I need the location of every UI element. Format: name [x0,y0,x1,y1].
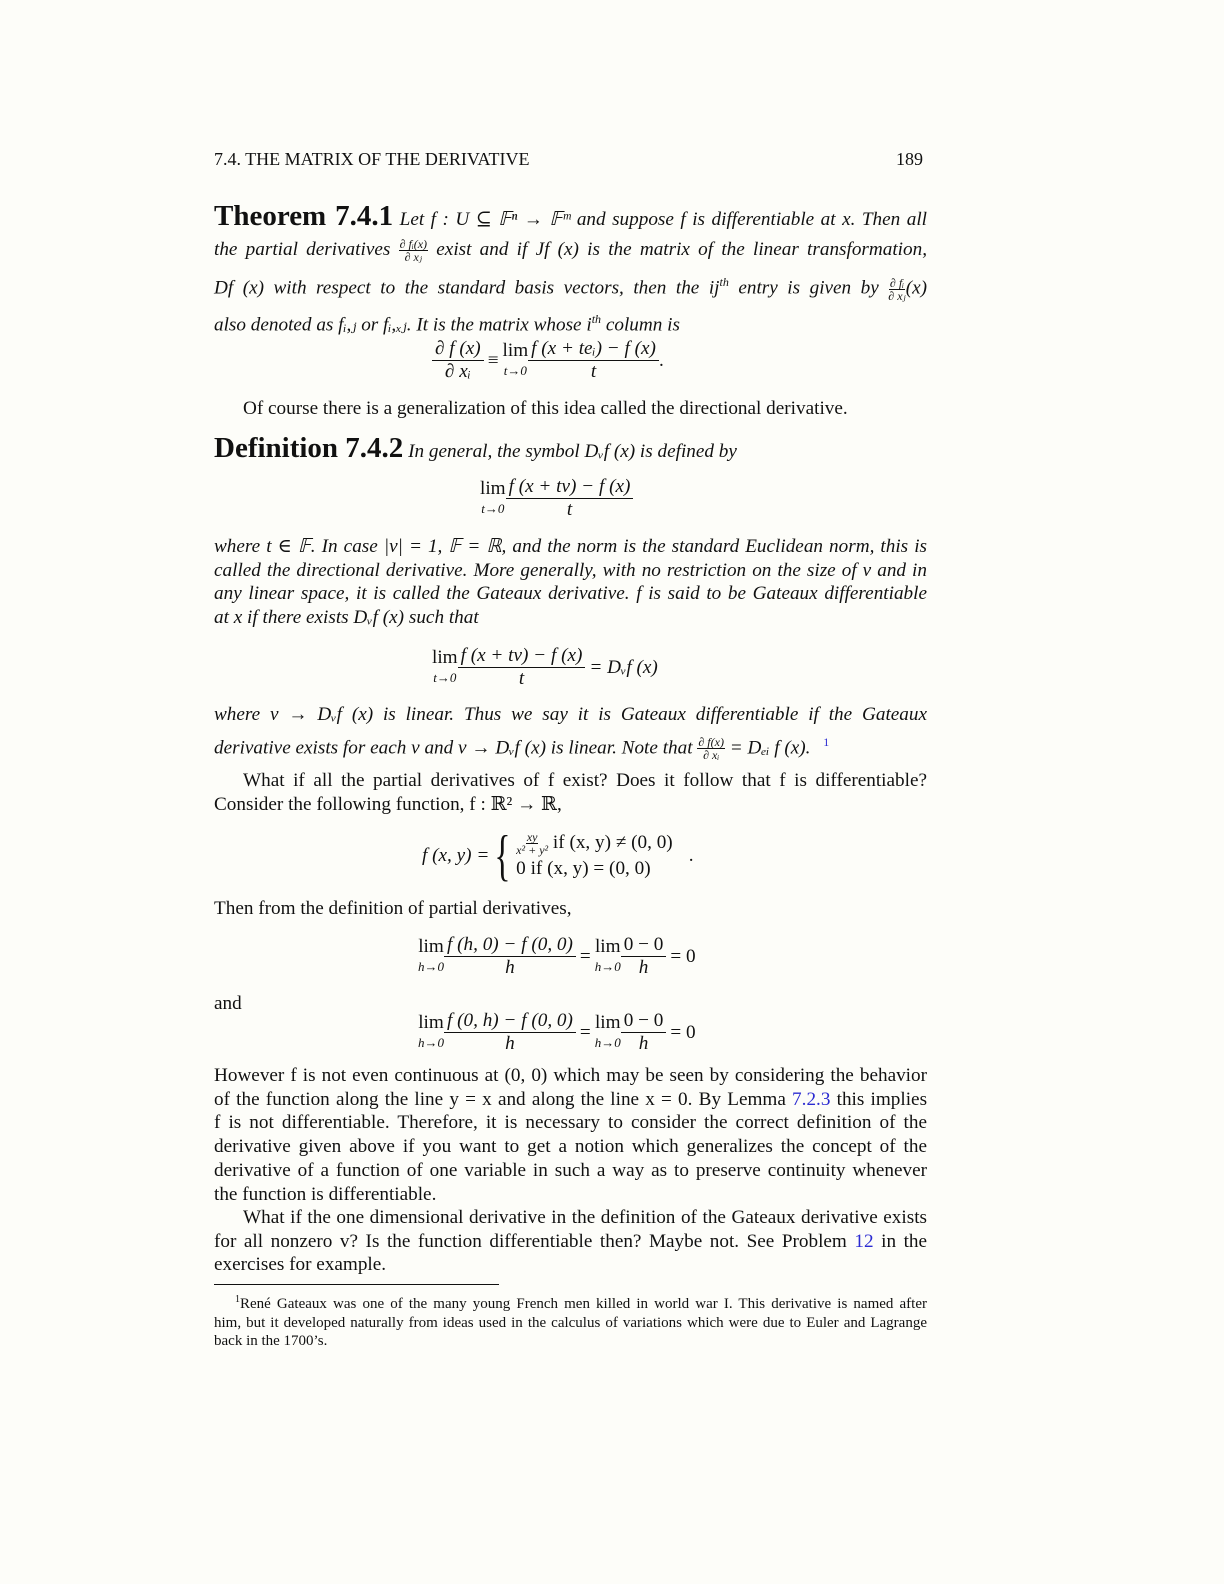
lim-text: lim [594,1011,621,1033]
onedim-line: exercises for example. [214,1254,387,1276]
equiv-symbol: ≡ [487,349,499,371]
definition-line: any linear space, it is called the Gateaux derivative. f is said to be Gateaux differentiable [214,583,927,605]
frac-num: 0 − 0 [621,1010,667,1033]
however-line-2b: this implies [836,1088,928,1110]
theorem-line-3a: Df (x) with respect to the standard basis vectors, then the ij [214,277,720,299]
running-header: 7.4. THE MATRIX OF THE DERIVATIVE [214,149,530,169]
lim-text: lim [594,935,621,957]
equals: = [579,1021,591,1043]
paragraph-partials [214,769,927,816]
lemma-link[interactable]: 7.2.3 [792,1088,831,1110]
definition-heading [214,432,737,468]
lhs-fraction [432,338,484,383]
footnote-mark: 1 [235,1294,240,1305]
definition-line: at x if there exists Dᵥf (x) such that [214,607,479,629]
paragraph-then: Then from the definition of partial derivatives, [214,898,572,919]
theorem-line-3b: entry is given by [738,277,879,299]
lim-text: lim [418,935,444,957]
definition-label: Definition 7.4.2 [214,432,404,464]
lim-sub: t→0 [481,500,505,516]
frac-den: ∂ xᵢ [703,748,720,763]
onedim-line: What if the one dimensional derivative in the definition of the Gateaux derivative exists [243,1207,927,1228]
gateaux-equality-equation [432,645,658,690]
frac-den: h [505,957,515,978]
definition-after [214,703,927,761]
limit [418,937,444,977]
lim-sub: h→0 [594,958,621,974]
frac-den: ∂ xᵢ [444,361,471,382]
however-line: However f is not even continuous at (0, 0) which may be seen by considering the behavior [214,1065,927,1086]
theorem-label: Theorem 7.4.1 [214,200,394,232]
partials-line: What if all the partial derivatives of f exist? Does it follow that f is differentiable? [243,770,927,791]
however-line: f is not differentiable. Therefore, it is necessary to consider the correct definition of the [214,1112,927,1134]
limit [480,479,506,519]
definition-after-line: derivative exists for each v and v → Dᵥf (x) is linear. Note that [214,737,693,759]
superscript: th [719,275,729,290]
frac-num: ∂ f(x) [698,735,724,750]
case-1 [516,830,673,856]
piecewise-lhs: f (x, y) = [422,845,490,866]
frac-den: h [638,1033,649,1054]
frac-den: t [566,499,573,520]
theorem-line-2b: exist and if Jf (x) is the matrix of the linear transformation, [436,239,927,260]
however-line-2a: of the function along the line y = x and along the line x = 0. By Lemma [214,1088,786,1110]
case-1-condition: if (x, y) ≠ (0, 0) [552,831,673,853]
partial-fraction [697,736,725,761]
partials-line: Consider the following function, f : ℝ² → ℝ, [214,793,562,815]
definition-intro: In general, the symbol Dᵥf (x) is defined by [408,441,737,462]
partial-derivative-equation [432,338,664,383]
however-line: derivative given above if you want to get a notion which generalizes the concept of the [214,1136,927,1158]
lim-sub: h→0 [594,1034,621,1050]
gateaux-limit-equation [480,476,633,521]
equals: = [579,945,591,967]
rhs: = Dᵥf (x) [589,656,658,678]
lim-sub: h→0 [418,958,444,974]
paragraph-however [214,1064,927,1206]
footnote-rule [214,1284,499,1285]
paragraph-directional: Of course there is a generalization of this idea called the directional derivative. [243,398,848,419]
limit [418,1013,444,1053]
paragraph-onedim [214,1206,927,1277]
frac-num: ∂ f (x) [432,338,484,361]
footnote-line: back in the 1700’s. [214,1333,328,1349]
frac-num: f (h, 0) − f (0, 0) [444,934,576,957]
lim-text: lim [480,477,506,499]
footnote [214,1291,927,1351]
result: = 0 [670,945,696,967]
frac-num: ∂ fᵢ(x) [399,237,428,252]
lim-text: lim [432,646,458,668]
frac-num: ∂ fᵢ [889,275,905,290]
footnote-line: him, but it developed naturally from ideas used in the calculus of variations which were due to Euler and Lagrange [214,1314,927,1331]
case-2: 0 if (x, y) = (0, 0) [516,858,651,880]
theorem-line-2a: the partial derivatives [214,239,391,260]
superscript: th [591,311,602,326]
limit [595,937,621,977]
word-and: and [214,993,242,1014]
onedim-line-2b: in the [881,1230,928,1252]
frac-den: ∂ xⱼ [888,288,906,303]
definition-after-line: = Dₑᵢ f (x). [729,737,811,759]
piecewise-function [422,825,694,887]
partial-fraction [888,277,905,302]
rhs-fraction [528,338,659,383]
definition-after-line: where v → Dᵥf (x) is linear. Thus we say it is Gateaux differentiable if the Gateaux [214,704,927,725]
piecewise-cases [516,830,673,882]
lim-text: lim [418,1011,444,1033]
lim-sub: h→0 [418,1034,444,1050]
however-line: the function is differentiable. [214,1183,437,1205]
definition-line: where t ∈ 𝔽. In case |v| = 1, 𝔽 = ℝ, and the norm is the standard Euclidean norm, this is [214,536,927,557]
frac-num: 0 − 0 [621,934,667,957]
however-line: derivative of a function of one variable in such a way as to preserve continuity whenever [214,1159,927,1181]
lim-text: lim [502,339,529,361]
frac-den: t [518,668,525,689]
definition-line: called the directional derivative. More generally, with no restriction on the size of v and in [214,559,927,581]
limit [503,341,529,381]
frac-den: ∂ xⱼ [404,250,423,265]
fraction [444,934,576,979]
footnote-line: René Gateaux was one of the many young French men killed in world war I. This derivative is named after [240,1296,927,1312]
frac-den: t [590,361,597,382]
theorem-line-1: Let f : U ⊆ 𝔽ⁿ → 𝔽ᵐ and suppose f is differentiable at x. Then all [399,209,928,230]
fraction [458,645,586,690]
lim-sub: t→0 [503,362,527,378]
limit-equation-1 [418,934,696,979]
partial-fraction [399,238,428,263]
problem-link[interactable]: 12 [854,1230,874,1252]
page-number: 189 [896,149,923,169]
fraction [506,476,634,521]
limit [595,1013,621,1053]
theorem-line-3c: (x) [905,277,928,299]
definition-body [214,535,927,630]
theorem-block [214,200,927,337]
frac-num: xy [526,830,538,845]
limit-equation-2 [418,1010,696,1055]
frac-den: h [638,957,649,978]
fraction [621,1010,667,1055]
frac-num: f (x + tv) − f (x) [458,645,586,668]
frac-num: f (x + teᵢ) − f (x) [528,338,659,361]
left-brace: { [494,825,511,887]
theorem-line-4b: column is [605,313,680,335]
frac-num: f (x + tv) − f (x) [506,476,634,499]
footnote-link[interactable]: 1 [823,734,830,749]
frac-den: x² + y² [516,843,549,858]
frac-num: f (0, h) − f (0, 0) [444,1010,576,1033]
theorem-line-4a: also denoted as fᵢ,ⱼ or fᵢ,ₓⱼ. It is the matrix whose i [214,313,592,335]
fraction [444,1010,576,1055]
frac-den: h [505,1033,515,1054]
fraction [621,934,667,979]
period: . [688,845,694,866]
lim-sub: t→0 [433,669,457,685]
limit [432,648,458,688]
period: . [658,349,664,371]
onedim-line-2a: for all nonzero v? Is the function differentiable then? Maybe not. See Problem [214,1230,847,1252]
fraction [516,831,548,856]
result: = 0 [670,1021,696,1043]
